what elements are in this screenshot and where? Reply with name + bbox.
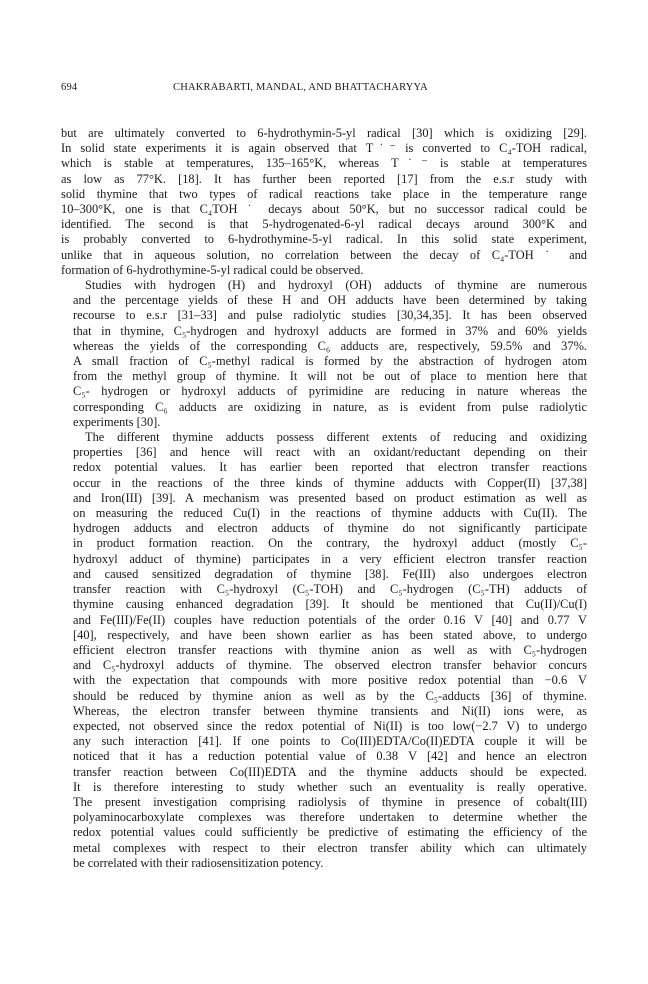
- text-line: should be reduced by thymine anion as well as by the C₅-adducts [36] of thymine.: [73, 688, 587, 703]
- paragraph-2: [61, 278, 587, 430]
- text-line: on measuring the reduced Cu(I) in the reactions of thymine adducts with Cu(II). The: [73, 506, 587, 521]
- text-line: recourse to e.s.r [31–33] and pulse radiolytic studies [30,34,35]. It has been observed: [73, 308, 587, 323]
- text-line: redox potential values could sufficiently be predictive of estimating the efficiency of the: [73, 825, 587, 840]
- text-line: and Fe(III)/Fe(II) couples have reduction potentials of the order 0.16 V [40] and 0.77 V: [73, 612, 587, 627]
- text-line: whereas the yields of the corresponding C₆ adducts are, respectively, 59.5% and 37%.: [73, 338, 587, 353]
- text-line: and caused sensitized degradation of thymine [38]. Fe(III) also undergoes electron: [73, 566, 587, 581]
- text-line: solid thymine that two types of radical reactions take place in the temperature range: [61, 186, 587, 201]
- page-number: 694: [61, 82, 78, 93]
- header-authors: CHAKRABARTI, MANDAL, AND BHATTACHARYYA: [173, 82, 428, 93]
- text-line: noticed that it has a reduction potential value of 0.38 V [42] and hence an electron: [73, 749, 587, 764]
- text-line: thymine causing enhanced degradation [39]. It should be mentioned that Cu(II)/Cu(I): [73, 597, 587, 612]
- text-line: unlike that in aqueous solution, no correlation between the decay of C₄-TOH ˙ and: [61, 247, 587, 262]
- text-line: The present investigation comprising radiolysis of thymine in presence of cobalt(III): [73, 794, 587, 809]
- text-line: [40], respectively, and have been shown earlier as has been stated above, to undergo: [73, 627, 587, 642]
- text-line: properties [36] and hence will react with an oxidant/reductant depending on their: [73, 445, 587, 460]
- text-line: The different thymine adducts possess different extents of reducing and oxidizing: [85, 430, 587, 445]
- body-text: [61, 126, 587, 871]
- text-line: efficient electron transfer reactions with thymine anion as well as with C₅-hydrogen: [73, 642, 587, 657]
- text-line: C₅- hydrogen or hydroxyl adducts of pyrimidine are reducing in nature whereas the: [73, 384, 587, 399]
- text-line: and Iron(III) [39]. A mechanism was presented based on product estimation as well as: [73, 490, 587, 505]
- text-line: Whereas, the electron transfer between thymine transients and Ni(II) ions were, as: [73, 703, 587, 718]
- text-line: and the percentage yields of these H and OH adducts have been determined by taking: [73, 293, 587, 308]
- text-line: transfer reaction between Co(III)EDTA and the thymine adducts should be expected.: [73, 764, 587, 779]
- text-line: from the methyl group of thymine. It will not be out of place to mention here that: [73, 369, 587, 384]
- text-line: which is stable at temperatures, 135–165°K, whereas T˙⁻ is stable at temperatures: [61, 156, 587, 171]
- text-line: any such interaction [41]. If one points to Co(III)EDTA/Co(II)EDTA couple it will be: [73, 734, 587, 749]
- text-line: hydroxyl adduct of thymine) participates in a very efficient electron transfer reaction: [73, 551, 587, 566]
- text-line: that in thymine, C₅-hydrogen and hydroxyl adducts are formed in 37% and 60% yields: [73, 323, 587, 338]
- text-line: redox potential values. It has earlier been reported that electron transfer reactions: [73, 460, 587, 475]
- text-line: metal complexes with respect to their electron transfer ability which can ultimately: [73, 840, 587, 855]
- text-line: in product formation reaction. On the contrary, the hydroxyl adduct (mostly C₅-: [73, 536, 587, 551]
- text-line: polyaminocarboxylate complexes was therefore undertaken to determine whether the: [73, 810, 587, 825]
- text-line: occur in the reactions of the three kinds of thymine adducts with Copper(II) [37,38]: [73, 475, 587, 490]
- text-line: hydrogen adducts and electron adducts of thymine do not significantly participate: [73, 521, 587, 536]
- text-line: formation of 6-hydrothymine-5-yl radical could be observed.: [61, 262, 364, 277]
- text-line: be correlated with their radiosensitization potency.: [73, 855, 324, 870]
- paragraph-1: [61, 126, 587, 278]
- paragraph-3: [61, 430, 587, 871]
- running-head: [61, 82, 587, 98]
- text-line: 10–300°K, one is that C₄TOH ˙ decays about 50°K, but no successor radical could be: [61, 202, 587, 217]
- text-line: but are ultimately converted to 6-hydrothymin-5-yl radical [30] which is oxidizing [29].: [61, 126, 587, 140]
- text-line: experiments [30].: [73, 414, 161, 429]
- text-line: expected, not observed since the redox potential of Ni(II) is too low(−2.7 V) to undergo: [73, 718, 587, 733]
- text-line: transfer reaction with C₅-hydroxyl (C₅-TOH) and C₅-hydrogen (C₅-TH) adducts of: [73, 582, 587, 597]
- text-line: In solid state experiments it is again observed that T˙⁻ is converted to C₄-TOH radical,: [61, 141, 587, 156]
- text-line: is probably converted to 6-hydrothymine-5-yl radical. In this solid state experiment,: [61, 232, 587, 247]
- text-line: as low as 77°K. [18]. It has further been reported [17] from the e.s.r study with: [61, 171, 587, 186]
- text-line: and C₅-hydroxyl adducts of thymine. The observed electron transfer behavior concurs: [73, 658, 587, 673]
- text-line: with the expectation that compounds with more positive redox potential than −0.6 V: [73, 673, 587, 688]
- text-line: A small fraction of C₅-methyl radical is formed by the abstraction of hydrogen atom: [73, 354, 587, 369]
- text-line: Studies with hydrogen (H) and hydroxyl (OH) adducts of thymine are numerous: [85, 278, 587, 293]
- text-line: corresponding C₆ adducts are oxidizing in nature, as is evident from pulse radiolytic: [73, 399, 587, 414]
- text-line: identified. The second is that 5-hydrogenated-6-yl radical decays around 300°K and: [61, 217, 587, 232]
- text-line: It is therefore interesting to study whether such an eventuality is really operative.: [73, 779, 587, 794]
